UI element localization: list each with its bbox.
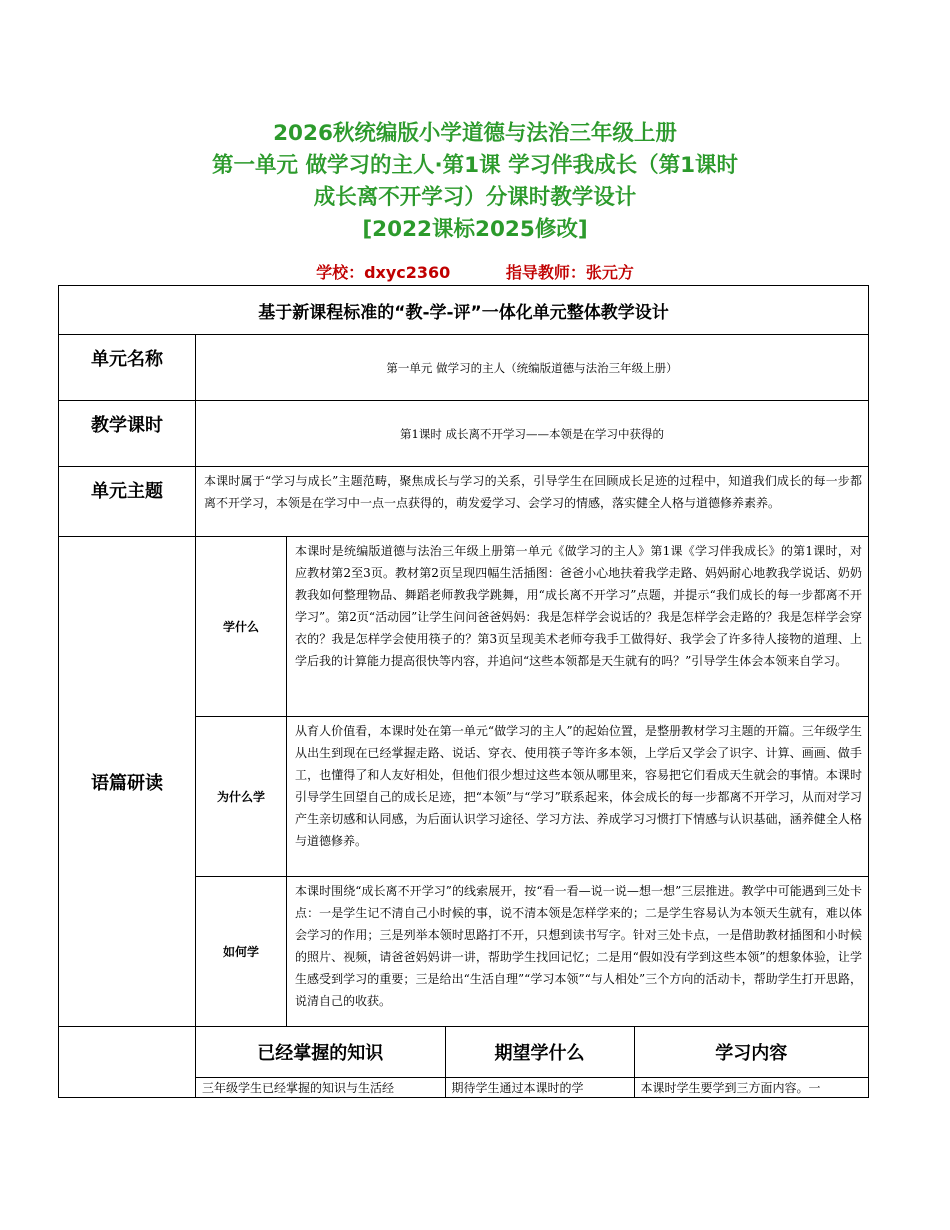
bottom-left-empty — [59, 1027, 196, 1098]
learning-content-header: 学习内容 — [634, 1027, 868, 1078]
known-knowledge-cell: 三年级学生已经掌握的知识与生活经 — [202, 1081, 395, 1095]
school-info — [0, 260, 950, 283]
teacher-label: 指导教师：张元方 — [505, 263, 634, 282]
unit-theme-label: 单元主题 — [59, 467, 196, 537]
bottom-section — [196, 1027, 869, 1098]
expectation-cell: 期待学生通过本课时的学 — [445, 1078, 634, 1098]
unit-theme-value: 本课时属于“学习与成长”主题范畴，聚焦成长与学习的关系，引导学生在回顾成长足迹的过程中，知道我们成长的每一步都离不开学习，本领是在学习中一点一点获得的，萌发爱学习、会学习的情感，落实健全人格与道德修养素养。 — [196, 467, 869, 537]
what-to-learn-label: 学什么 — [196, 537, 287, 717]
title-line-4: [2022课标2025修改] — [362, 217, 588, 242]
expectation-header: 期望学什么 — [445, 1027, 634, 1078]
learning-content-cell: 本课时学生要学到三方面内容。一 — [634, 1078, 868, 1098]
design-table — [58, 285, 869, 1098]
unit-name-label: 单元名称 — [59, 335, 196, 401]
bottom-inner-table — [196, 1027, 868, 1097]
known-knowledge-header: 已经掌握的知识 — [196, 1027, 445, 1078]
what-to-learn-text: 本课时是统编版道德与法治三年级上册第一单元《做学习的主人》第1课《学习伴我成长》的第1课时，对应教材第2至3页。教材第2页呈现四幅生活插图：爸爸小心地扶着我学走路、妈妈耐心地教我学说话、奶奶教我如何整理物品、舞蹈老师教我学跳舞，用“成长离不开学习”点题，并提示“我们成长的每一步都离不开学习”。第2页“活动园”让学生问问爸爸妈妈：我是怎样学会说话的？我是怎样学会走路的？我是怎样学会穿衣的？我是怎样学会使用筷子的？第3页呈现美术老师夸我手工做得好、我学会了许多待人接物的道理、上学后我的计算能力提高很快等内容，并追问“这些本领都是天生就有的吗？”引导学生体会本领来自学习。 — [287, 537, 869, 717]
how-to-learn-label: 如何学 — [196, 877, 287, 1027]
document-title — [0, 118, 950, 246]
title-line-3: 成长离不开学习）分课时教学设计 — [313, 185, 637, 210]
lesson-period-label: 教学课时 — [59, 401, 196, 467]
lesson-period-value: 第1课时 成长离不开学习——本领是在学习中获得的 — [196, 401, 869, 467]
text-study-label: 语篇研读 — [59, 537, 196, 1027]
title-line-1: 2026秋统编版小学道德与法治三年级上册 — [273, 121, 677, 146]
title-line-2: 第一单元 做学习的主人·第1课 学习伴我成长（第1课时 — [211, 153, 739, 178]
table-header: 基于新课程标准的“教-学-评”一体化单元整体教学设计 — [59, 286, 869, 335]
why-learn-label: 为什么学 — [196, 717, 287, 877]
unit-name-value: 第一单元 做学习的主人（统编版道德与法治三年级上册） — [196, 335, 869, 401]
school-label: 学校：dxyc2360 — [316, 263, 451, 282]
how-to-learn-text: 本课时围绕“成长离不开学习”的线索展开，按“看一看—说一说—想一想”三层推进。教学中可能遇到三处卡点：一是学生记不清自己小时候的事，说不清本领是怎样学来的；二是学生容易认为本领天生就有，难以体会学习的作用；三是列举本领时思路打不开，只想到读书写字。针对三处卡点，一是借助教材插图和小时候的照片、视频，请爸爸妈妈讲一讲，帮助学生找回记忆；二是用“假如没有学到这些本领”的想象体验，让学生感受到学习的重要；三是给出“生活自理”“学习本领”“与人相处”三个方向的活动卡，帮助学生打开思路，说清自己的收获。 — [287, 877, 869, 1027]
why-learn-text: 从育人价值看，本课时处在第一单元“做学习的主人”的起始位置，是整册教材学习主题的开篇。三年级学生从出生到现在已经掌握走路、说话、穿衣、使用筷子等许多本领，上学后又学会了识字、计算、画画、做手工，也懂得了和人友好相处，但他们很少想过这些本领从哪里来，容易把它们看成天生就会的事情。本课时引导学生回望自己的成长足迹，把“本领”与“学习”联系起来，体会成长的每一步都离不开学习，从而对学习产生亲切感和认同感，为后面认识学习途径、学习方法、养成学习习惯打下情感与认识基础，涵养健全人格与道德修养。 — [287, 717, 869, 877]
